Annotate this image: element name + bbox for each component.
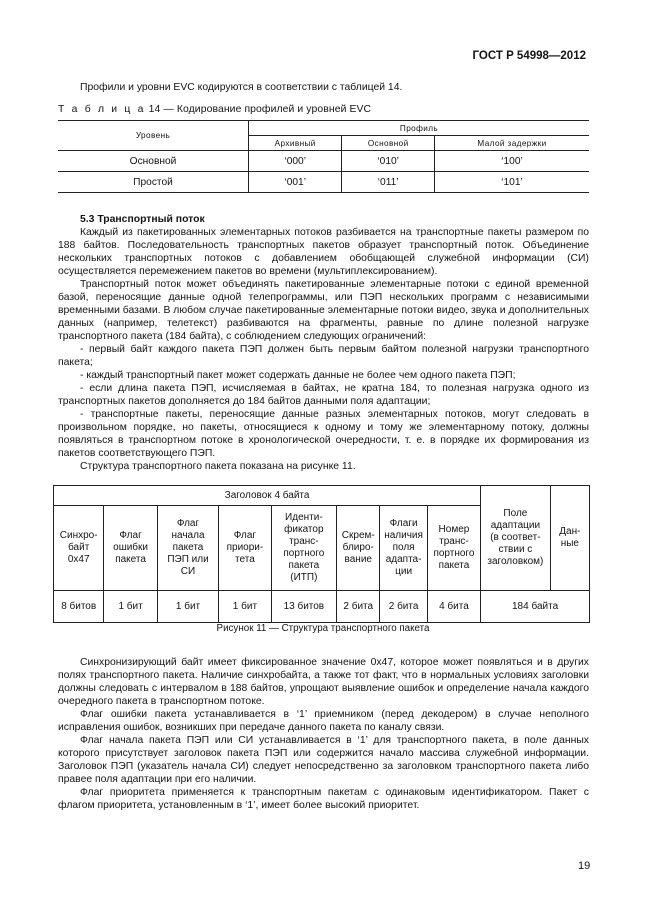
table-header-profile-archive: Архивный <box>249 136 342 151</box>
table-caption-label: Т а б л и ц а <box>58 104 146 115</box>
table-caption-text: 14 — Кодирование профилей и уровней EVC <box>148 104 372 115</box>
table-caption <box>58 103 589 116</box>
table-cell-code: ‘101’ <box>434 172 589 193</box>
size-label: 8 битов <box>54 591 104 623</box>
payload-size-label: 184 байта <box>481 591 590 623</box>
adaptation-flags-field: Флаги наличия поля адапта- ции <box>380 506 427 591</box>
scrambling-field: Скрем- блиро- вание <box>337 506 380 591</box>
table-header-level: Уровень <box>58 121 249 151</box>
table-header-profile-low-delay: Малой задержки <box>434 136 589 151</box>
packet-number-field: Номер транс- портного пакета <box>427 506 480 591</box>
table-cell-level: Простой <box>58 172 249 193</box>
table-cell-level: Основной <box>58 151 249 172</box>
sync-byte-field: Синхро- байт 0x47 <box>54 506 104 591</box>
table-cell-code: ‘000’ <box>249 151 342 172</box>
after-figure-text <box>58 656 589 812</box>
paragraph: Флаг начала пакета ПЭП или СИ устанавливается в ‘1’ для транспортного пакета, в поле данных которого присутствует заголовок пакета ПЭП или содержится начало массива служебной информации. Заголовок ПЭП (указатель начала СИ) следует непосредственно за заголовком транспортного пакета либо правее поля адаптации при его наличии. <box>58 735 589 785</box>
section-5-3 <box>58 213 589 473</box>
figure-caption: Рисунок 11 — Структура транспортного пакета <box>216 623 430 634</box>
table-row <box>58 172 589 193</box>
section-heading: 5.3 Транспортный поток <box>80 214 205 225</box>
data-field: Дан- ные <box>550 486 589 591</box>
header-4-bytes: Заголовок 4 байта <box>54 486 481 506</box>
priority-flag-field: Флаг приори- тета <box>219 506 271 591</box>
size-label: 1 бит <box>219 591 271 623</box>
document-header: ГОСТ Р 54998—2012 <box>472 50 586 62</box>
paragraph: Транспортный поток может объединять пакетированные элементарные потоки с единой временной базой, переносящие данные одной телепрограммы, или ПЭП нескольких программ с независимыми временными базами. В любом случае пакетированные элементарные потоки видео, звука и дополнительных данных (например, телетекст) разбиваются на фрагменты, равные по длине полезной нагрузке транспортного пакета (184 байта), с соблюдением следующих ограничений: <box>58 279 589 342</box>
size-label: 4 бита <box>427 591 480 623</box>
paragraph: Синхронизирующий байт имеет фиксированное значение 0x47, которое может появляться и в других полях транспортного пакета. Наличие синхробайта, а также тот факт, что в нормальных условиях заголовки должны следовать с интервалом в 188 байтов, упрощают выявление ошибок и определение начала каждого очередного пакета в транспортном потоке. <box>58 657 589 707</box>
error-flag-field: Флаг ошибки пакета <box>104 506 157 591</box>
page-number: 19 <box>578 860 591 872</box>
adaptation-field: Поле адаптации (в соответ- ствии с заголовком) <box>481 486 551 591</box>
table-header-profile-main: Основной <box>342 136 435 151</box>
start-flag-field: Флаг начала пакета ПЭП или СИ <box>157 506 218 591</box>
paragraph: Флаг ошибки пакета устанавливается в ‘1’ приемником (перед декодером) в случае неполного исправления ошибок, возникших при передаче данного пакета по каналу связи. <box>58 709 589 733</box>
size-label: 2 бита <box>380 591 427 623</box>
pid-field: Иденти- фикатор транс- портного пакета (ИТП) <box>271 506 336 591</box>
table-header-profile: Профиль <box>249 121 590 136</box>
table-row <box>58 151 589 172</box>
list-item: - каждый транспортный пакет может содержать данные не более чем одного пакета ПЭП; <box>80 370 516 381</box>
paragraph: Каждый из пакетированных элементарных потоков разбивается на транспортные пакеты размером по 188 байтов. Последовательность транспортных пакетов образует транспортный поток. Объединение нескольких транспортных потоков с добавлением обобщающей служебной информации (СИ) осуществляется перемежением пакетов во времени (мультиплексированием). <box>58 227 589 277</box>
list-item: - если длина пакета ПЭП, исчисляемая в байтах, не кратна 184, то полезная нагрузка одного из транспортных пакетов дополняется до 184 байтов данными поля адаптации; <box>58 383 589 407</box>
table-cell-code: ‘010’ <box>342 151 435 172</box>
size-label: 1 бит <box>157 591 218 623</box>
paragraph: Флаг приоритета применяется к транспортным пакетам с одинаковым идентификатором. Пакет с флагом приоритета, установленным в ‘1’, имеет более высокий приоритет. <box>58 787 589 811</box>
size-label: 1 бит <box>104 591 157 623</box>
intro-text: Профили и уровни EVC кодируются в соответствии с таблицей 14. <box>80 82 403 93</box>
size-label: 2 бита <box>337 591 380 623</box>
profiles-levels-table <box>58 120 589 193</box>
size-label: 13 битов <box>271 591 336 623</box>
transport-packet-diagram <box>53 485 590 623</box>
list-item: - первый байт каждого пакета ПЭП должен быть первым байтом полезной нагрузки транспортного пакета; <box>58 344 589 368</box>
table-cell-code: ‘100’ <box>434 151 589 172</box>
list-item: - транспортные пакеты, переносящие данные разных элементарных потоков, могут следовать в произвольном порядке, но пакеты, относящиеся к одному и тому же элементарному потоку, должны появляться в транспортном потоке в хронологической очередности, т. е. в порядке их формирования из пакетов соответствующего ПЭП. <box>58 409 589 459</box>
table-cell-code: ‘001’ <box>249 172 342 193</box>
paragraph: Структура транспортного пакета показана на рисунке 11. <box>80 461 356 472</box>
table-cell-code: ‘011’ <box>342 172 435 193</box>
